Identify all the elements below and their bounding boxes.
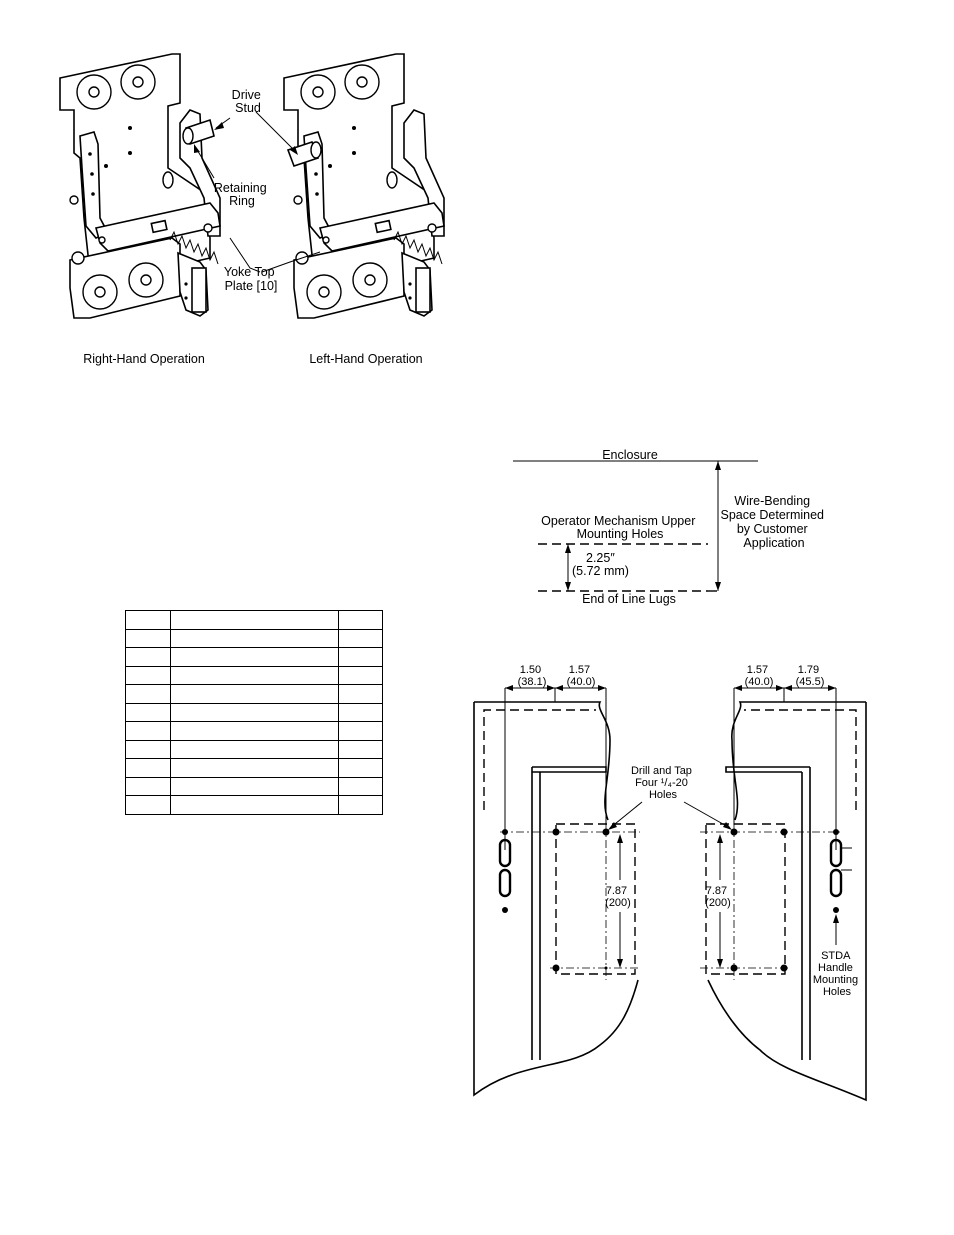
table-cell [126,648,171,667]
table-cell [339,777,383,796]
table-cell [339,611,383,630]
table-cell [339,796,383,815]
table-cell [171,629,339,648]
table-cell [126,629,171,648]
table-row [126,685,383,704]
table-cell [126,777,171,796]
mechanism-figure [0,0,480,380]
wire-bending-label: Wire-Bending Space Determined by Customer Application [720,494,825,550]
retaining-ring-label: Retaining Ring [213,181,267,208]
right-hand-caption: Right-Hand Operation [83,352,205,366]
table-row [126,796,383,815]
table-cell [339,703,383,722]
dimension-225: 2.25″ (5.72 mm) [572,551,629,578]
table-cell [126,740,171,759]
table-cell [339,759,383,778]
yoke-top-plate-label: Yoke Top Plate [10] [223,265,278,293]
left-hand-caption: Left-Hand Operation [309,352,423,366]
left-dim-157: 1.57 (40.0) [566,664,596,688]
table-cell [126,703,171,722]
drill-tap-note: Drill and Tap Four ¹/₄-20 Holes [630,765,692,801]
table-row [126,759,383,778]
table-cell [339,740,383,759]
table-cell [171,703,339,722]
table-row [126,777,383,796]
table-row [126,740,383,759]
table-cell [171,648,339,667]
table-cell [171,722,339,741]
table-cell [126,796,171,815]
wire-bending-figure [500,440,850,615]
table-cell [171,666,339,685]
table-cell [126,759,171,778]
table-cell [339,648,383,667]
enclosure-label: Enclosure [602,448,658,462]
table-cell [126,722,171,741]
table-cell [126,611,171,630]
table-row [126,703,383,722]
mounting-hole-figure [460,650,880,1110]
table-cell [126,685,171,704]
table-cell [339,722,383,741]
drive-stud-label: Drive Stud [231,88,261,115]
right-dim-179: 1.79 (45.5) [795,664,825,688]
table-cell [126,666,171,685]
table-cell [339,666,383,685]
right-dim-157: 1.57 (40.0) [744,664,774,688]
table-cell [339,685,383,704]
stda-note: STDA Handle Mounting Holes [812,950,859,998]
vertical-dim-right: 7.87 (200) [705,885,731,909]
table-row [126,666,383,685]
blank-table [125,610,383,815]
table-row [126,629,383,648]
left-dim-150: 1.50 (38.1) [517,664,547,688]
table-cell [171,611,339,630]
vertical-dim-left: 7.87 (200) [605,885,631,909]
table-cell [171,777,339,796]
table-row [126,648,383,667]
table-cell [171,796,339,815]
table-cell [171,759,339,778]
table-cell [339,629,383,648]
table-row [126,722,383,741]
table-row [126,611,383,630]
line-lugs-label: End of Line Lugs [582,592,676,606]
table-cell [171,740,339,759]
upper-holes-label: Operator Mechanism Upper Mounting Holes [541,514,696,541]
table-cell [171,685,339,704]
